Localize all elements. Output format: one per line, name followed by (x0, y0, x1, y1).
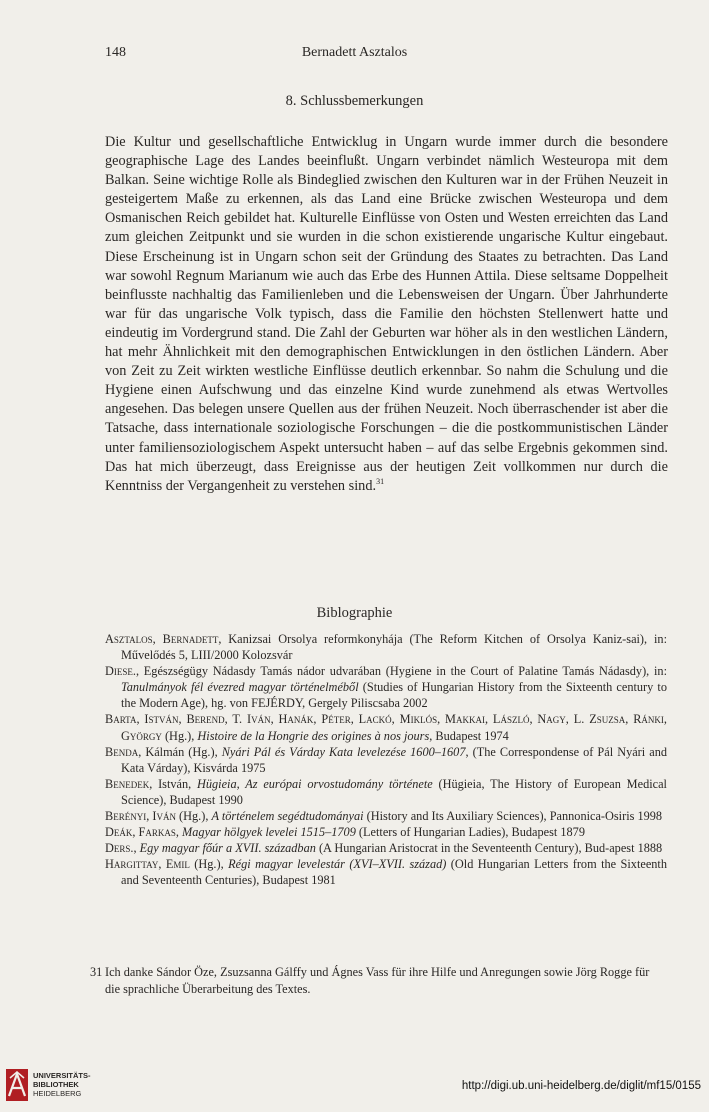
logo-line: UNIVERSITÄTS- (33, 1071, 91, 1080)
bib-entry (105, 840, 667, 856)
bib-text: (A Hungarian Aristocrat in the Seventeenth Century), Bud-apest 1888 (315, 841, 663, 856)
bib-text: (Studies of Hungarian History from the Sixteenth century to the Modern Age), hg. von FEJÉRDY, Gergely Piliscsaba 2002 (121, 680, 668, 711)
heidelberg-seal-icon (5, 1068, 29, 1102)
bib-entry (105, 856, 667, 888)
bib-text: , Budapest 1974 (429, 728, 509, 743)
bib-text: (Letters of Hungarian Ladies), Budapest 1879 (355, 825, 585, 840)
bib-entry (105, 711, 667, 743)
bib-author: Berényi, Iván (105, 809, 176, 824)
bib-title: Régi magyar levelestár (XVI–XVII. század) (228, 857, 447, 872)
bib-author: Hargittay, Emil (105, 857, 190, 872)
bib-text: (Hg.), (175, 809, 212, 824)
page-number: 148 (105, 45, 126, 60)
bib-entry (105, 776, 667, 808)
bib-entry (105, 631, 667, 663)
bib-entry (105, 744, 667, 776)
bib-text: , (The Correspondense of Pál Nyári and Kata Várday), Kisvárda 1975 (121, 744, 667, 775)
bib-text: , (133, 841, 140, 856)
bib-text: (Hügieia, The History of European Medical Science), Budapest 1990 (121, 776, 667, 807)
bib-author: Ders. (105, 841, 134, 856)
bib-text: (Hg.), (161, 728, 198, 743)
bib-text: (Hg.), (189, 857, 229, 872)
bib-author: Benda (105, 744, 139, 759)
bib-title: Egy magyar főúr a XVII. században (139, 841, 316, 856)
running-head: Bernadett Asztalos (301, 45, 408, 60)
bib-title: Nyári Pál és Várday Kata levelezése 1600–1607 (221, 744, 466, 759)
bib-entry (105, 663, 667, 711)
bib-text: (Old Hungarian Letters from the Sixteenth and Seventeenth Centuries), Budapest 1981 (121, 857, 667, 888)
bib-text: , Kanizsai Orsolya reformkonyhája (The Reform Kitchen of Orsolya Kaniz-sai), in: Művelődés 5, LIII/2000 Kolozsvár (121, 632, 667, 663)
bibliography-heading: Biblographie (316, 605, 393, 621)
bib-author: Deák, Farkas (105, 825, 176, 840)
bib-title: Tanulmányok fél évezred magyar történelméből (121, 680, 359, 695)
bib-text: , (175, 825, 183, 840)
bib-author: Barta, István, Berend, T. Iván, Hanák, Péter, Lackó, Miklós, Makkai, László, Nagy, L. Zsuzsa, Ránki, György (105, 712, 667, 743)
source-url[interactable]: http://digi.ub.uni-heidelberg.de/diglit/mf15/0155 (461, 1080, 701, 1092)
bibliography-list (105, 631, 667, 889)
section-title: 8. Schlussbemerkungen (285, 93, 424, 109)
library-logo[interactable] (5, 1068, 125, 1108)
bib-entry (105, 808, 667, 824)
body-paragraph (105, 133, 668, 496)
footnote-text: Ich danke Sándor Öze, Zsuzsanna Gálffy und Ágnes Vass für ihre Hilfe und Anregungen sowie Jörg Rogge für die sprachliche Überarbeitung des Textes. (105, 965, 650, 996)
footnote (90, 964, 667, 997)
library-logo-text (33, 1071, 91, 1099)
paragraph-text: Die Kultur und gesellschaftliche Entwicklug in Ungarn wurde immer durch die besondere geographische Lage des Landes beeinflußt. Ungarn verbindet nämlich Westeuropa mit dem Balkan. Seine wichtige Rolle als Bindeglied zwischen den Kulturen war in der Frühen Neuzeit in gesteigertem Maße zu erkennen, als das Land eine Brücke zwischen Westeuropa und dem Osmanischen Reich gebildet hat. Kulturelle Einflüsse von Osten und Westen erreichten das Land zum gleichen Zeitpunkt und sie wurden in die schon existierende ungarische Kultur eingebaut. Diese Erscheinung ist in Ungarn schon seit der Gründung des Staates zu betrachten. Das Land war sowohl Regnum Marianum wie auch das Erbe des Hunnen Attila. Diese seltsame Doppelheit beinflusste nachhaltig das Familienleben und die Lebensweisen der Ungarn. Über Jahrhunderte war für das ungarische Volk typisch, dass die Familie den höchsten Stellenwert hatte und eindeutig im Vordergrund stand. Die Zahl der Geburten war höher als in den westlichen Ländern, hat mehr Ähnlichkeit mit den demographischen Entwicklungen in den östlichen Ländern. Aber von Zeit zu Zeit wirkten westliche Einflüsse deutlich erkennbar. So nahm die Schulung und die Hygiene einen Aufschwung und das einzelne Kind wurde zunehmend als etwas Wertvolles angesehen. Das belegen unsere Quellen aus der frühen Neuzeit. Noch überraschender ist aber die Tatsache, dass internationale soziologische Forschungen – die die postkommunistischen Länder unter familiensoziologischem Aspekt untersucht haben – auf das selbe Ergebnis gekommen sind. Das hat mich überzeugt, dass Ereignisse aus der heutigen Zeit vollkommen nur durch die Kenntniss der Vergangenheit zu verstehen sind. (105, 134, 668, 494)
logo-line: HEIDELBERG (33, 1089, 82, 1099)
bib-title: Magyar hölgyek levelei 1515–1709 (182, 825, 356, 840)
bib-entry (105, 824, 667, 840)
logo-line: BIBLIOTHEK (33, 1080, 79, 1090)
bib-text: , Egészségügy Nádasdy Tamás nádor udvarában (Hygiene in the Court of Palatine Tamás Nádasdy), in: (135, 664, 667, 679)
bib-text: , Kálmán (Hg.), (138, 744, 222, 759)
footnote-number: 31 (90, 965, 103, 979)
bib-author: Benedek (105, 776, 150, 791)
bib-author: Asztalos, Bernadett (105, 632, 219, 646)
bib-text: (History and Its Auxiliary Sciences), Pannonica-Osiris 1998 (363, 809, 663, 824)
bib-title: Hügieia, Az európai orvostudomány története (196, 776, 433, 791)
bib-title: A történelem segédtudományai (211, 809, 364, 824)
footnote-reference[interactable]: 31 (376, 476, 385, 486)
bib-title: Histoire de la Hongrie des origines à nos jours (197, 728, 430, 743)
bib-text: , István, (149, 776, 197, 791)
bib-author: Diese. (105, 664, 136, 679)
